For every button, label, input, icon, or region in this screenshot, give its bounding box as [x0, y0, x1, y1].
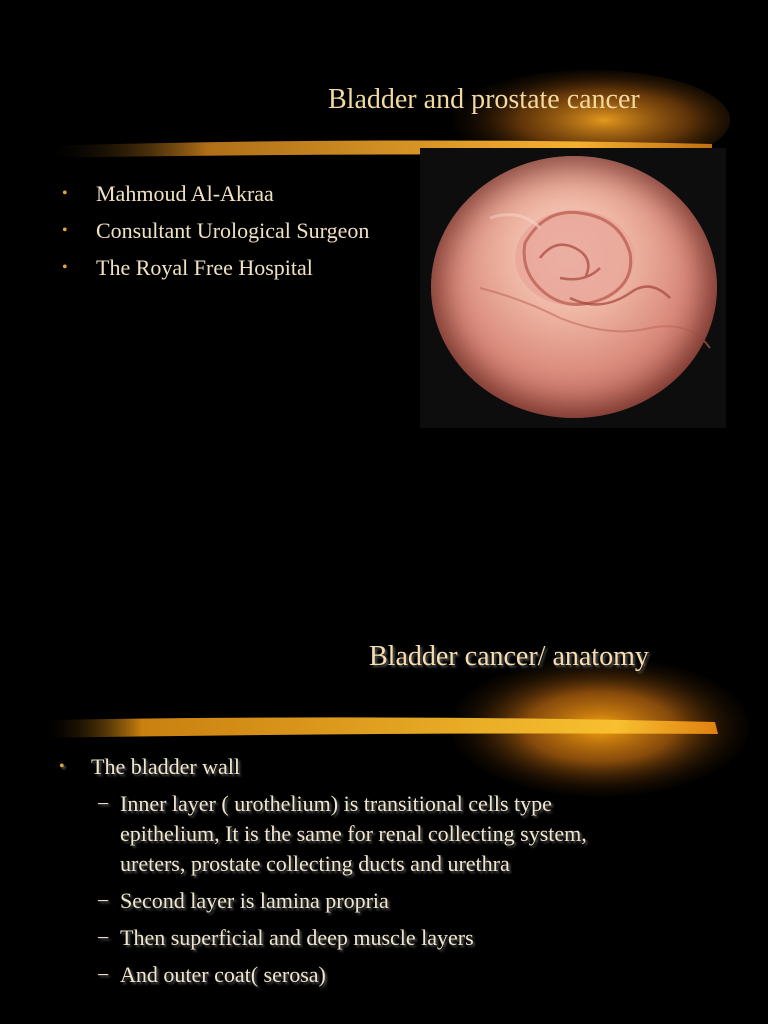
bullet-icon: •: [62, 222, 68, 239]
sub-list: [59, 789, 587, 990]
slide-1-bullet-list: [62, 175, 369, 286]
bullet-text: The Royal Free Hospital: [96, 255, 313, 280]
lens-vignette: [431, 156, 717, 418]
bullet-icon: •: [62, 259, 68, 276]
sub-item-line: epithelium, It is the same for renal collecting system,: [120, 821, 587, 846]
bullet-icon: •: [59, 758, 65, 775]
sub-list-item: [91, 789, 587, 879]
list-item: [62, 249, 369, 286]
sub-item-line: Inner layer ( urothelium) is transitional cells type: [120, 791, 552, 816]
sub-item-line: ureters, prostate collecting ducts and urethra: [120, 851, 510, 876]
slide-2-title: Bladder cancer/ anatomy: [369, 641, 649, 672]
slide-2: [0, 512, 768, 1024]
dash-icon: −: [97, 791, 110, 816]
dash-icon: −: [97, 888, 110, 913]
dash-icon: −: [97, 962, 110, 987]
bullet-icon: •: [62, 185, 68, 202]
sub-item-line: And outer coat( serosa): [120, 962, 326, 987]
sub-list-item: [91, 923, 587, 953]
bullet-text: The bladder wall: [91, 754, 241, 779]
slide-2-bullet-list: [59, 748, 587, 997]
sub-list-item: [91, 960, 587, 990]
sub-item-line: Then superficial and deep muscle layers: [120, 925, 474, 950]
dash-icon: −: [97, 925, 110, 950]
list-item: [62, 175, 369, 212]
list-item: [59, 748, 587, 990]
slide-1-title: Bladder and prostate cancer: [328, 84, 640, 115]
sub-item-line: Second layer is lamina propria: [120, 888, 389, 913]
sub-list-item: [91, 886, 587, 916]
list-item: [62, 212, 369, 249]
cystoscopy-tumor-photo: [420, 148, 726, 428]
bullet-text: Mahmoud Al-Akraa: [96, 181, 274, 206]
bullet-text: Consultant Urological Surgeon: [96, 218, 370, 243]
